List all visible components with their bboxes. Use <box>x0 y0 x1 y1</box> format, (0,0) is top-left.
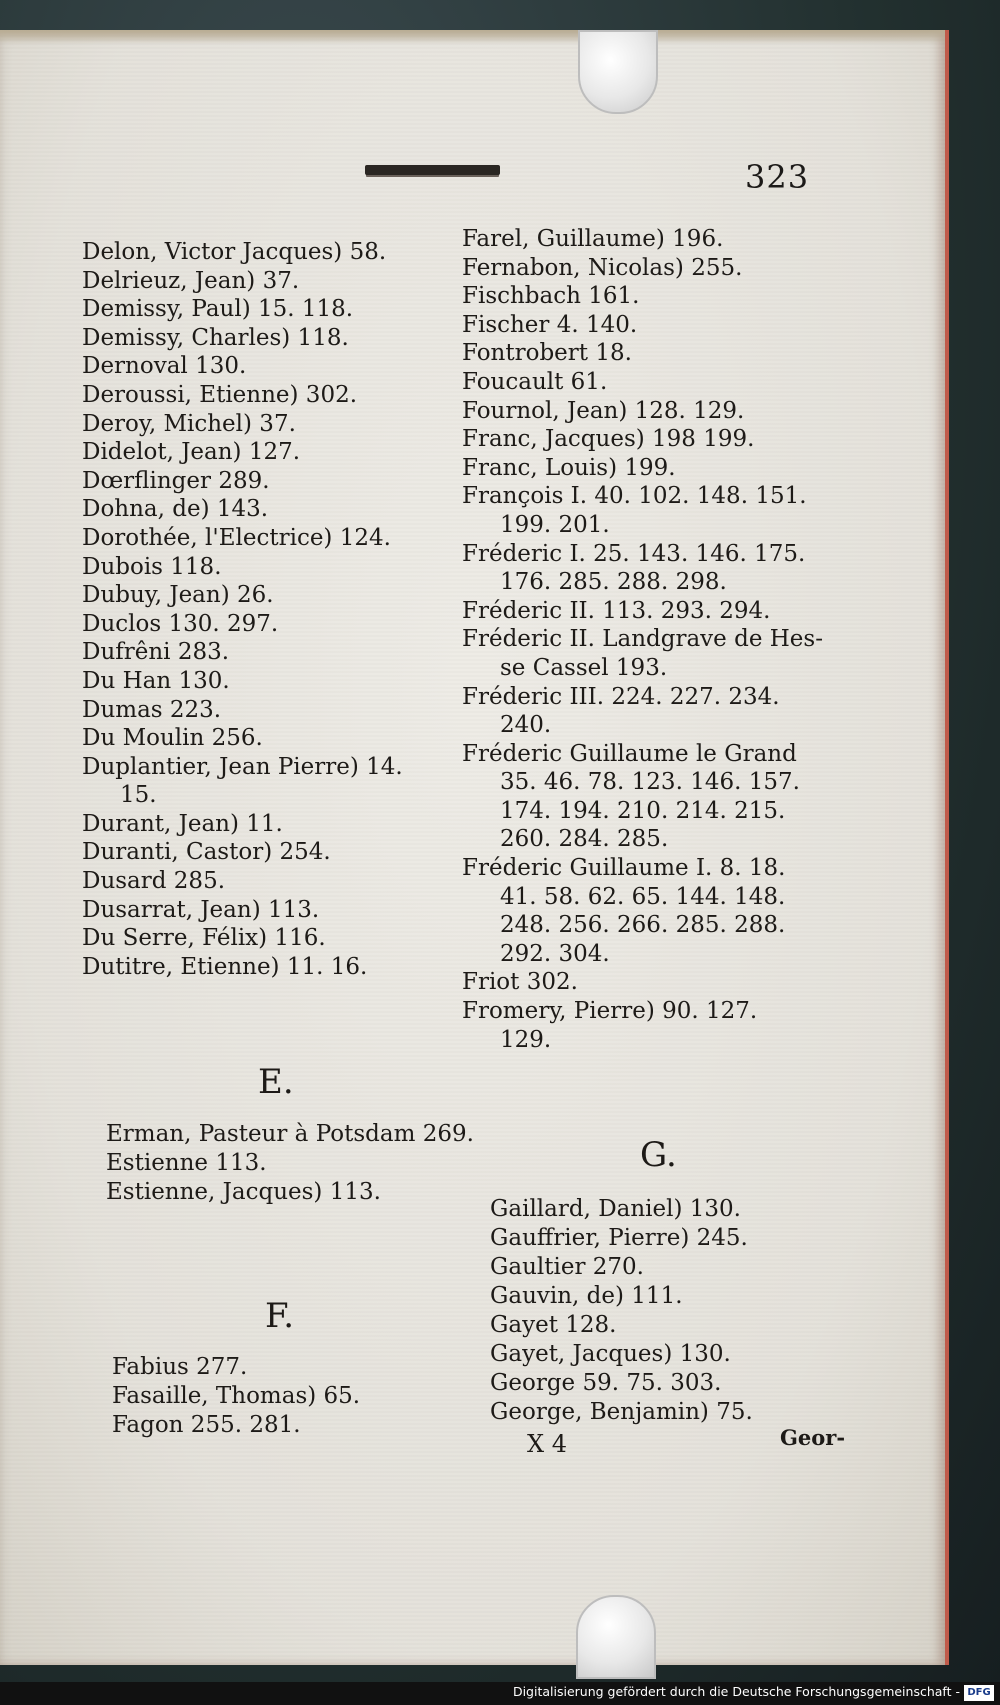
footer-credit: Digitalisierung gefördert durch die Deutsche Forschungsgemeinschaft - <box>512 1684 960 1699</box>
index-entry-continuation: 199. 201. <box>500 511 610 538</box>
index-entry-continuation: 174. 194. 210. 214. 215. <box>500 797 786 824</box>
catchword: Geor- <box>780 1425 846 1450</box>
index-entry: Didelot, Jean) 127. <box>82 439 301 466</box>
index-entry: Delon, Victor Jacques) 58. <box>82 239 387 265</box>
index-entry: Du Moulin 256. <box>82 725 263 752</box>
index-entry: Foucault 61. <box>462 368 608 395</box>
index-entry: Estienne 113. <box>106 1150 267 1176</box>
index-entry: Fréderic II. Landgrave de Hes- <box>462 626 823 653</box>
index-entry: Gayet, Jacques) 130. <box>490 1341 731 1367</box>
index-column-left <box>82 238 462 981</box>
section-g-entries <box>490 1195 753 1427</box>
index-entry-continuation: 248. 256. 266. 285. 288. <box>500 912 786 939</box>
index-entry: George 59. 75. 303. <box>490 1370 722 1396</box>
index-entry: Fischbach 161. <box>462 283 640 310</box>
index-column-right <box>462 225 842 1054</box>
index-entry: Fréderic Guillaume I. 8. 18. <box>462 855 786 882</box>
index-entry-continuation: 292. 304. <box>500 940 610 967</box>
index-entry-continuation: se Cassel 193. <box>500 654 668 681</box>
index-entry: Gayet 128. <box>490 1312 617 1338</box>
index-entry: Fasaille, Thomas) 65. <box>112 1383 361 1409</box>
index-entry: Fischer 4. 140. <box>462 311 638 338</box>
index-entry: Dernoval 130. <box>82 353 247 380</box>
index-entry: Fontrobert 18. <box>462 340 632 367</box>
section-letter-f: F. <box>265 1296 295 1336</box>
page-clip-top <box>578 30 658 114</box>
index-entry: Fernabon, Nicolas) 255. <box>462 254 743 281</box>
index-entry: Dutitre, Etienne) 11. 16. <box>82 953 368 980</box>
page-number: 323 <box>745 158 810 196</box>
index-entry: François I. 40. 102. 148. 151. <box>462 483 807 510</box>
index-entry: Dubois 118. <box>82 553 222 580</box>
index-entry: Franc, Jacques) 198 199. <box>462 426 755 453</box>
signature-mark: X 4 <box>527 1430 567 1458</box>
section-letter-g: G. <box>640 1135 677 1175</box>
index-entry: Dusard 285. <box>82 868 226 895</box>
index-entry: Gaultier 270. <box>490 1254 644 1280</box>
index-entry: Dusarrat, Jean) 113. <box>82 896 320 923</box>
index-entry: Duclos 130. 297. <box>82 610 279 637</box>
index-entry: Fréderic II. 113. 293. 294. <box>462 597 771 624</box>
index-entry: Duplantier, Jean Pierre) 14. <box>82 753 403 780</box>
index-entry: George, Benjamin) 75. <box>490 1399 753 1425</box>
index-entry-continuation: 35. 46. 78. 123. 146. 157. <box>500 769 800 796</box>
index-entry-continuation: 260. 284. 285. <box>500 826 669 853</box>
index-entry: Fagon 255. 281. <box>112 1412 301 1438</box>
index-entry: Gauffrier, Pierre) 245. <box>490 1225 748 1251</box>
index-entry: Dubuy, Jean) 26. <box>82 582 274 609</box>
index-entry: Fromery, Pierre) 90. 127. <box>462 998 758 1025</box>
section-e-entries <box>106 1120 474 1207</box>
index-entry: Deroy, Michel) 37. <box>82 410 296 437</box>
index-entry: Demissy, Paul) 15. 118. <box>82 296 354 323</box>
dfg-logo: DFG <box>964 1685 994 1701</box>
index-entry: Fréderic I. 25. 143. 146. 175. <box>462 540 806 567</box>
index-entry-continuation: 176. 285. 288. 298. <box>500 569 727 596</box>
index-entry: Dœrflinger 289. <box>82 467 270 494</box>
index-entry: Du Serre, Félix) 116. <box>82 925 326 952</box>
index-entry: Gaillard, Daniel) 130. <box>490 1196 741 1222</box>
index-entry: Friot 302. <box>462 969 578 996</box>
index-entry: Fréderic Guillaume le Grand <box>462 740 797 767</box>
index-entry: Erman, Pasteur à Potsdam 269. <box>106 1121 474 1147</box>
index-entry: Estienne, Jacques) 113. <box>106 1179 381 1205</box>
page-top-edge <box>0 30 945 44</box>
index-entry-continuation: 41. 58. 62. 65. 144. 148. <box>500 883 786 910</box>
index-entry: Delrieuz, Jean) 37. <box>82 267 300 294</box>
index-entry-continuation: 240. <box>500 712 552 739</box>
index-entry: Durant, Jean) 11. <box>82 810 283 837</box>
index-entry: Demissy, Charles) 118. <box>82 324 349 351</box>
page-clip-bottom <box>576 1595 656 1679</box>
index-entry: Fabius 277. <box>112 1354 248 1380</box>
section-f-entries <box>112 1353 360 1440</box>
index-entry: Fréderic III. 224. 227. 234. <box>462 683 780 710</box>
index-entry: Dufrêni 283. <box>82 639 230 666</box>
index-entry: Dohna, de) 143. <box>82 496 269 523</box>
index-entry-continuation: 129. <box>500 1026 552 1053</box>
section-letter-e: E. <box>258 1062 294 1102</box>
index-entry: Dumas 223. <box>82 696 222 723</box>
index-entry: Dorothée, l'Electrice) 124. <box>82 524 391 551</box>
index-entry: Duranti, Castor) 254. <box>82 839 331 866</box>
index-entry: Fournol, Jean) 128. 129. <box>462 397 745 424</box>
index-entry: Du Han 130. <box>82 667 230 694</box>
index-entry: Deroussi, Etienne) 302. <box>82 381 358 408</box>
index-entry: Franc, Louis) 199. <box>462 454 676 481</box>
index-entry-continuation: 15. <box>120 782 157 809</box>
header-rule <box>365 165 500 175</box>
index-entry: Gauvin, de) 111. <box>490 1283 683 1309</box>
index-entry: Farel, Guillaume) 196. <box>462 226 724 252</box>
